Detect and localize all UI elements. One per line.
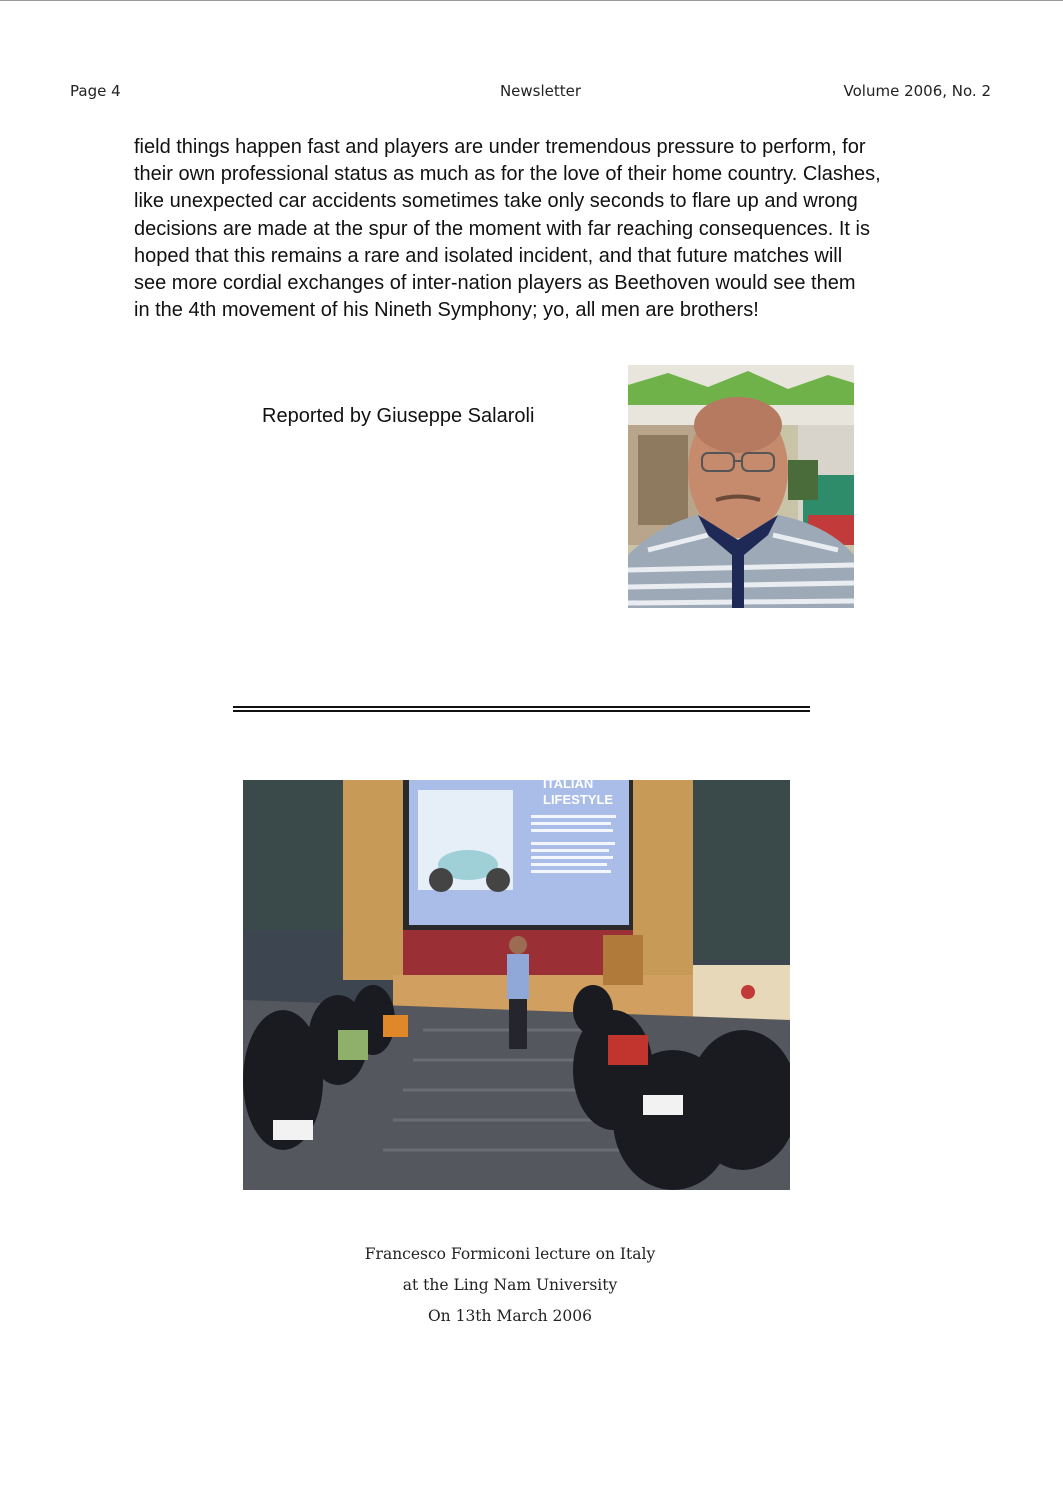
reporter-credit: Reported by Giuseppe Salaroli: [262, 405, 535, 427]
photo-caption: [260, 1239, 760, 1332]
article-line: their own professional status as much as for the love of their home country. Clashes,: [134, 163, 881, 186]
slide-heading-2: LIFESTYLE: [543, 792, 614, 807]
slide-heading-1: ITALIAN: [543, 780, 594, 791]
lecture-photo: [243, 780, 790, 1190]
caption-line: Francesco Formiconi lecture on Italy: [364, 1245, 656, 1263]
article-line: hoped that this remains a rare and isolated incident, and that future matches will: [134, 244, 843, 267]
article-line: decisions are made at the spur of the moment with far reaching consequences. It is: [134, 217, 870, 240]
volume-label: Volume 2006, No. 2: [843, 82, 991, 100]
section-divider: [233, 706, 810, 712]
article-body: [134, 134, 946, 324]
newsletter-title: Newsletter: [499, 82, 582, 100]
article-line: in the 4th movement of his Nineth Symphony; yo, all men are brothers!: [134, 299, 759, 322]
article-line: like unexpected car accidents sometimes take only seconds to flare up and wrong: [134, 190, 858, 213]
page-number: Page 4: [70, 82, 121, 100]
article-line: field things happen fast and players are under tremendous pressure to perform, for: [134, 136, 866, 158]
article-line: see more cordial exchanges of inter-nation players as Beethoven would see them: [134, 272, 856, 295]
reporter-portrait-photo: [628, 365, 854, 608]
caption-line: at the Ling Nam University: [402, 1276, 618, 1294]
top-border-rule: [0, 0, 1063, 1]
caption-line: On 13th March 2006: [427, 1307, 593, 1325]
